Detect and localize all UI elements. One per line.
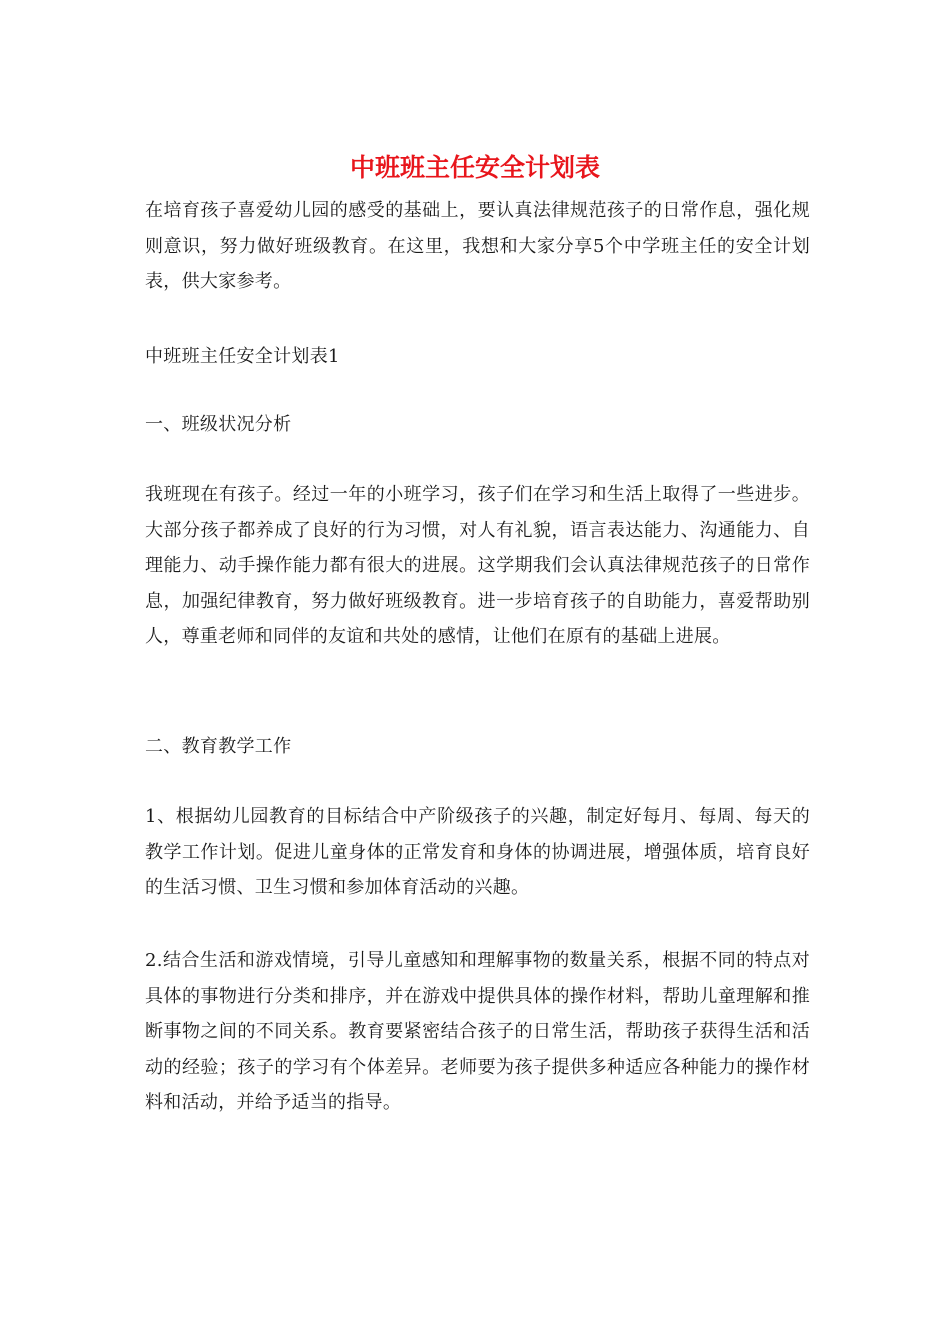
section-1-paragraph: 我班现在有孩子。经过一年的小班学习，孩子们在学习和生活上取得了一些进步。大部分孩子都养成了良好的行为习惯，对人有礼貌，语言表达能力、沟通能力、自理能力、动手操作能力都有很大的进展。这学期我们会认真法律规范孩子的日常作息，加强纪律教育，努力做好班级教育。进一步培育孩子的自助能力，喜爱帮助别人，尊重老师和同伴的友谊和共处的感情，让他们在原有的基础上进展。 [145,484,810,647]
intro-paragraph: 在培育孩子喜爱幼儿园的感受的基础上，要认真法律规范孩子的日常作息，强化规则意识，努力做好班级教育。在这里，我想和大家分享5个中学班主任的安全计划表，供大家参考。 [145,200,810,292]
section-2-item-2: 2.结合生活和游戏情境，引导儿童感知和理解事物的数量关系，根据不同的特点对具体的事物进行分类和排序，并在游戏中提供具体的操作材料，帮助儿童理解和推断事物之间的不同关系。教育要紧密结合孩子的日常生活，帮助孩子获得生活和活动的经验；孩子的学习有个体差异。老师要为孩子提供多种适应各种能力的操作材料和活动，并给予适当的指导。 [145,950,810,1113]
document-title: 中班班主任安全计划表 [349,153,600,182]
section-1-heading: 一、班级状况分析 [145,414,292,435]
section-2-item-1: 1、根据幼儿园教育的目标结合中产阶级孩子的兴趣，制定好每月、每周、每天的教学工作计划。促进儿童身体的正常发育和身体的协调进展，增强体质，培育良好的生活习惯、卫生习惯和参加体育活动的兴趣。 [145,806,810,898]
plan-subtitle-1: 中班班主任安全计划表1 [145,346,340,367]
section-2-heading: 二、教育教学工作 [145,736,292,757]
